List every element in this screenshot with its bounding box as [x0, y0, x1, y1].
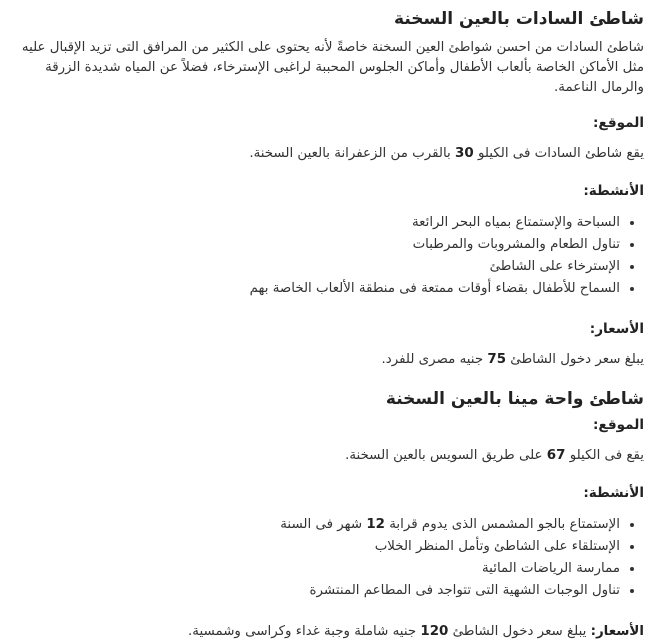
price-number: 120 — [420, 624, 449, 639]
km-number: 67 — [546, 448, 566, 463]
location-text-end: بالقرب من الزعفرانة بالعين السخنة. — [249, 146, 451, 161]
intro-paragraph: شاطئ السادات من احسن شواطئ العين السخنة خاصةً لأنه يحتوى على الكثير من المرافق التى تزيد الإقبال عليه مثل الأماكن الخاصة بألعاب الأطفال وأماكن الجلوس المحببة لراغبى الإسترخاء، فضلاً عن المياه شديدة الزرقة والرمال الناعمة. — [21, 40, 644, 95]
location-heading: الموقع: — [592, 417, 644, 433]
list-item: • تناول الوجبات الشهية التى تتواجد فى المطاعم المنتشرة — [14, 580, 620, 602]
list-item: • الإستلقاء على الشاطئ وتأمل المنظر الخلاب — [14, 536, 620, 558]
activities-heading: الأنشطة: — [583, 485, 644, 501]
price-text-end: جنيه شاملة وجبة غداء وكراسى وشمسية. — [188, 624, 417, 639]
activities-heading: الأنشطة: — [583, 183, 644, 199]
activities-list — [14, 212, 644, 300]
prices-heading: الأسعار: — [590, 624, 644, 639]
section-mina-oasis-beach — [14, 388, 644, 642]
location-text — [14, 446, 644, 466]
section-title: شاطئ السادات بالعين السخنة — [394, 9, 644, 29]
location-text-end: على طريق السويس بالعين السخنة. — [345, 448, 543, 463]
price-text-end: جنيه مصرى للفرد. — [381, 352, 484, 367]
prices-heading: الأسعار: — [589, 321, 644, 337]
location-text-start: يقع شاطئ السادات فى الكيلو — [477, 146, 644, 161]
activities-list — [14, 514, 644, 602]
list-item: • تناول الطعام والمشروبات والمرطبات — [14, 234, 620, 256]
price-text — [14, 622, 644, 642]
price-text — [14, 350, 644, 370]
section-sadat-beach — [14, 8, 644, 370]
activity-text-end: شهر فى السنة — [280, 517, 363, 532]
list-item: • السباحة والإستمتاع بمياه البحر الرائعة — [14, 212, 620, 234]
months-number: 12 — [366, 517, 385, 532]
price-text-start: يبلغ سعر دخول الشاطئ — [510, 352, 644, 367]
price-number: 75 — [487, 352, 507, 367]
list-item: • السماح للأطفال بقضاء أوقات ممتعة فى منطقة الألعاب الخاصة بهم — [14, 278, 620, 300]
location-text — [14, 144, 644, 164]
price-text-start: يبلغ سعر دخول الشاطئ — [452, 624, 587, 639]
km-number: 30 — [455, 146, 474, 161]
activity-text-start: الإستمتاع بالجو المشمس الذى يدوم قرابة — [389, 517, 620, 532]
list-item — [14, 514, 620, 536]
section-title: شاطئ واحة مينا بالعين السخنة — [385, 389, 644, 409]
location-text-start: يقع فى الكيلو — [569, 448, 644, 463]
list-item: • ممارسة الرياضات المائية — [14, 558, 620, 580]
list-item: • الإسترخاء على الشاطئ — [14, 256, 620, 278]
location-heading: الموقع: — [592, 115, 644, 131]
